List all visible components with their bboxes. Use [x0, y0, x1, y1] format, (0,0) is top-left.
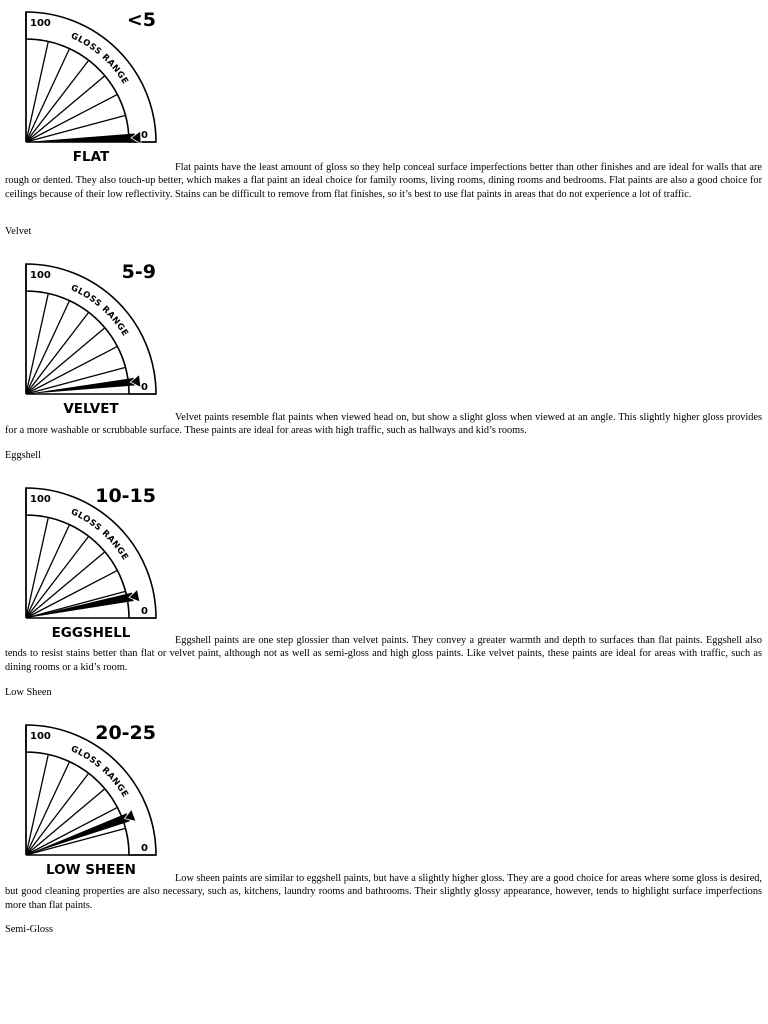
gloss-gauge-flat — [24, 2, 164, 165]
gloss-gauge-eggshell — [24, 478, 164, 641]
gauge-finish-label: VELVET — [63, 401, 119, 417]
flat-description: Flat paints have the least amount of gloss so they help conceal surface imperfections better than other finishes and are ideal for walls that are rough or dented. They also touch-up better, which makes a flat paint an ideal choice for family rooms, living rooms, dining rooms and bedrooms. Flat paints are also a good choice for ceilings because of their low reflectivity. Stains can be difficult to remove from flat finishes, so it’s best to use flat paints in areas that do not experience a lot of traffic. — [5, 162, 762, 200]
gauge-range-value: 20-25 — [95, 722, 156, 744]
gauge-max-label: 100 — [30, 270, 51, 281]
gauge-min-label: 0 — [141, 130, 148, 141]
semi-gloss-heading: Semi-Gloss — [5, 924, 54, 935]
gloss-gauge-graphic — [24, 2, 164, 165]
gauge-fan-line — [26, 525, 70, 618]
low-sheen-heading: Low Sheen — [5, 687, 52, 698]
gauge-max-label: 100 — [30, 494, 51, 505]
gauge-range-value: 10-15 — [95, 485, 156, 507]
eggshell-heading: Eggshell — [5, 450, 42, 461]
velvet-heading: Velvet — [5, 226, 32, 237]
gauge-outer-band — [26, 264, 156, 394]
gauge-fan-line — [26, 570, 117, 618]
gauge-outer-band — [26, 725, 156, 855]
gauge-finish-label: FLAT — [72, 149, 110, 165]
gauge-finish-label: LOW SHEEN — [46, 862, 136, 878]
gauge-min-label: 0 — [141, 382, 148, 393]
gauge-fan-line — [26, 301, 70, 394]
velvet-description: Velvet paints resemble flat paints when viewed head on, but show a slight gloss when viewed at an angle. This slightly higher gloss provides for a more washable or scrubbable surface. These paints are ideal for areas with high traffic, such as hallways and kid’s rooms. — [5, 412, 762, 437]
eggshell-description: Eggshell paints are one step glossier than velvet paints. They convey a greater warmth and depth to surfaces than flat paints. Eggshell also tends to resist stains better than flat or velvet paint, although not as well as semi-gloss and high gloss paints. Like velvet paints, these paints are ideal for areas with traffic, such as dining rooms or a kid’s room. — [5, 635, 762, 673]
gloss-gauge-velvet — [24, 254, 164, 417]
gauge-arc-label: GLOSS RANGE — [69, 507, 131, 563]
gauge-arc-label: GLOSS RANGE — [69, 283, 131, 339]
gloss-gauge-graphic — [24, 254, 164, 417]
gauge-min-label: 0 — [141, 843, 148, 854]
gauge-fan-line — [26, 49, 70, 142]
gloss-gauge-graphic — [24, 715, 164, 878]
gauge-outer-band — [26, 12, 156, 142]
low-sheen-description: Low sheen paints are similar to eggshell paints, but have a slightly higher gloss. They are a good choice for areas where some gloss is desired, but good cleaning properties are also necessary, such as, kitchens, laundry rooms and bathrooms. Their slightly glossy appearance, however, tends to highlight surface imperfections more than flat paints. — [5, 873, 762, 911]
gauge-arc-label: GLOSS RANGE — [69, 744, 131, 800]
gauge-range-value: <5 — [126, 9, 156, 31]
gloss-gauge-graphic — [24, 478, 164, 641]
gauge-fan-line — [26, 807, 117, 855]
gauge-arc-label: GLOSS RANGE — [69, 31, 131, 87]
gauge-max-label: 100 — [30, 18, 51, 29]
gauge-fan-line — [26, 94, 117, 142]
gloss-gauge-low-sheen — [24, 715, 164, 878]
gauge-max-label: 100 — [30, 731, 51, 742]
gauge-min-label: 0 — [141, 606, 148, 617]
gauge-finish-label: EGGSHELL — [51, 625, 131, 641]
gauge-range-value: 5-9 — [121, 261, 156, 283]
